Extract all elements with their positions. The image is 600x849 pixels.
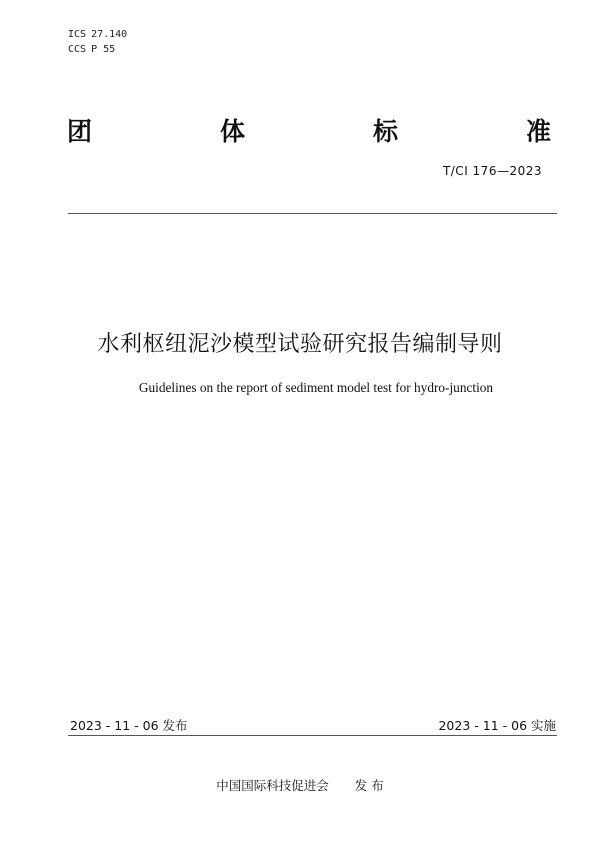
classification-codes xyxy=(68,27,132,57)
ccs-code xyxy=(68,42,132,57)
standard-number: T/CI 176—2023 xyxy=(442,164,542,178)
publisher-name: 中国国际科技促进会 xyxy=(216,778,329,793)
ics-code xyxy=(68,27,132,42)
bottom-divider xyxy=(68,735,557,736)
ccs-label: CCS xyxy=(68,44,87,55)
standard-kind-char: 体 xyxy=(219,117,245,146)
document-title-english: Guidelines on the report of sediment model test for hydro-junction xyxy=(138,380,494,395)
issue-date: 2023 - 11 - 06 发布 xyxy=(70,718,188,733)
implementation-date: 2023 - 11 - 06 实施 xyxy=(438,718,556,733)
standard-kind-char: 团 xyxy=(67,117,93,146)
standard-kind-heading xyxy=(67,112,551,148)
publisher-line xyxy=(0,776,600,794)
document-title-chinese: 水利枢纽泥沙模型试验研究报告编制导则 xyxy=(97,332,503,357)
standard-kind-char: 标 xyxy=(372,117,398,146)
publisher-action: 发 布 xyxy=(354,778,384,793)
top-divider xyxy=(68,213,557,214)
ccs-value: P 55 xyxy=(91,44,116,55)
ics-value: 27.140 xyxy=(91,29,128,40)
standard-kind-char: 准 xyxy=(525,117,551,146)
ics-label: ICS xyxy=(68,29,87,40)
